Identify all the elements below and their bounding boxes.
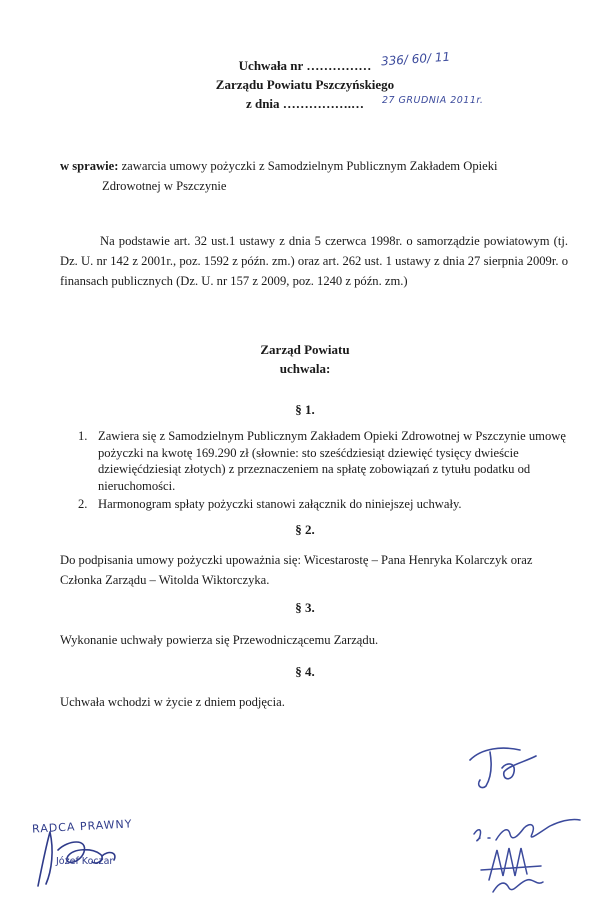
board-resolves-label: uchwala: <box>279 361 331 376</box>
subject-label: w sprawie: <box>60 159 119 173</box>
list-item-number: 1. <box>78 429 88 443</box>
resolution-number-dots: …………… <box>306 58 372 73</box>
date-label: z dnia <box>245 96 283 111</box>
board-title: Zarząd Powiatu <box>260 342 350 357</box>
section-2-title: § 2. <box>295 522 315 537</box>
stamp-title: RADCA PRAWNY <box>31 817 133 836</box>
list-item-number: 2. <box>78 497 88 511</box>
board-resolves <box>0 340 610 378</box>
section-3-text: Wykonanie uchwały powierza się Przewodniczącemu Zarządu. <box>60 633 379 647</box>
resolution-number-label: Uchwała nr <box>238 58 307 73</box>
subject-text-line1: zawarcia umowy pożyczki z Samodzielnym Publicznym Zakładem Opieki <box>121 159 498 173</box>
section-4-title: § 4. <box>295 664 315 679</box>
resolution-header <box>0 49 610 113</box>
signature-1 <box>462 742 552 792</box>
section-1-title: § 1. <box>295 402 315 417</box>
date-dots: …………….… <box>282 96 365 111</box>
signature-3 <box>475 836 550 896</box>
date-line <box>245 94 484 113</box>
list-item-text: Harmonogram spłaty pożyczki stanowi załącznik do niniejszej uchwały. <box>98 497 462 511</box>
handwritten-date: 27 GRUDNIA 2011r. <box>381 95 484 106</box>
section-3-title: § 3. <box>295 600 315 615</box>
section-4-text: Uchwała wchodzi w życie z dniem podjęcia. <box>60 695 285 709</box>
stamp-name: Józef Koczar <box>56 856 114 867</box>
subject-text-line2: Zdrowotnej w Pszczynie <box>102 179 227 193</box>
section-1-list <box>78 428 568 515</box>
list-item <box>78 496 568 513</box>
handwritten-resolution-number: 336/ 60/ 11 <box>380 49 451 69</box>
legal-basis: Na podstawie art. 32 ust.1 ustawy z dnia 5 czerwca 1998r. o samorządzie powiatowym (tj. Dz. U. nr 142 z 2001r., poz. 1592 z późn. zm.) oraz art. 262 ust. 1 ustawy z dnia 27 sierpnia 2009r. o finansach publicznych (Dz. U. nr 157 z 2009, poz. 1240 z późn. zm.) <box>60 234 568 288</box>
legal-counsel-stamp <box>28 817 168 890</box>
board-name-line <box>216 75 394 94</box>
list-item <box>78 428 568 494</box>
resolution-number-line <box>238 49 451 75</box>
list-item-text: Zawiera się z Samodzielnym Publicznym Zakładem Opieki Zdrowotnej w Pszczynie umowę pożyczki na kwotę 169.290 zł (słownie: sto sześćdziesiąt dziewięć tysięcy dwieście dziewięćdziesiąt złotych) z przeznaczeniem na spłatę zobowiązań z tytułu podatku od nieruchomości. <box>98 429 566 493</box>
board-name: Zarządu Powiatu Pszczyńskiego <box>215 77 395 92</box>
section-2-text: Do podpisania umowy pożyczki upoważnia się: Wicestarostę – Pana Henryka Kolarczyk oraz Członka Zarządu – Witolda Wiktorczyka. <box>60 553 533 587</box>
subject-block <box>60 156 568 196</box>
